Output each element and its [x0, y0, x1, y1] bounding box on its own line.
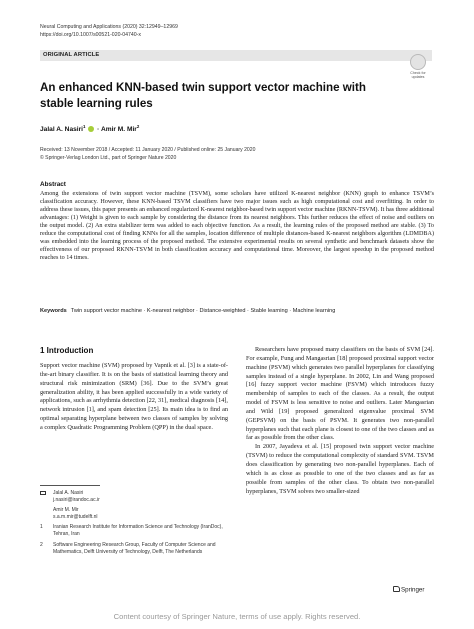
affiliation-1: [40, 524, 230, 538]
check-updates-icon: [410, 54, 426, 70]
intro-left-paragraph: Support vector machine (SVM) proposed by Vapnik et al. [3] is a state-of-the-art binary classifier. It is on the basis of statistical learning theory and structural risk minimization (SRM) [36]. Due to the SVM’s great generalization ability, it has been applied successfully in a wide variety of applications, such as arrhythmia detection [22, 31], medical diagnosis [14], network intrusion [1], and spam detection [25]. Its main idea is to find an optimal separating hyperplane between two classes of samples by solving a complex Quadratic Programming Problem (QPP) in the dual space.: [40, 362, 228, 431]
corresponding-author: [40, 490, 230, 504]
contact-email[interactable]: s.a.m.mir@tudelft.nl: [53, 514, 98, 521]
doi-link[interactable]: https://doi.org/10.1007/s00521-020-04740-x: [40, 32, 141, 38]
publication-dates: [40, 147, 255, 162]
affiliation-mark: 2: [136, 124, 140, 129]
keywords-label: Keywords: [40, 308, 67, 314]
journal-citation: Neural Computing and Applications (2020) 32:12949–12969: [40, 24, 178, 30]
contact-email[interactable]: j.nasiri@irandoc.ac.ir: [53, 497, 100, 504]
check-updates-label: Check for updates: [410, 71, 426, 79]
affiliation-number: 1: [40, 524, 43, 531]
author-name[interactable]: Amir M. Mir: [100, 126, 137, 134]
article-type-banner: ORIGINAL ARTICLE: [40, 50, 432, 61]
footnote-divider: [40, 485, 100, 486]
abstract-text: Among the extensions of twin support vector machine (TSVM), some scholars have utilized K-nearest neighbor (KNN) graph to enhance TSVM’s classification accuracy. However, these KNN-based TSVM classifiers have two major issues such as high computational cost and overfitting. In order to address these issues, this paper presents an enhanced regularized K-nearest neighbor-based twin support vector machine (RKNN-TSVM). It has three additional advantages: (1) Weight is given to each sample by considering the distance from its nearest neighbors. This further reduces the effect of noise and outliers on the output model. (2) An extra stabilizer term was added to each objective function. As a result, the learning rules of the proposed method are stable. (3) To reduce the computational cost of finding KNNs for all the samples, location difference of multiple distances-based K-nearest neighbors algorithm (LDMDBA) was embedded into the learning process of the proposed method. The extensive experimental results on several synthetic and benchmark datasets show the effectiveness of our proposed RKNN-TSVM in both classification accuracy and computational time. Moreover, the largest speedup in the proposed method reaches to 14 times.: [40, 191, 434, 262]
abstract-heading: Abstract: [40, 181, 66, 188]
paper-title: An enhanced KNN-based twin support vector machine with stable learning rules: [40, 81, 366, 110]
envelope-icon: [40, 491, 46, 495]
contact-name: Jalal A. Nasiri: [53, 490, 84, 496]
section-heading: 1 Introduction: [40, 346, 94, 355]
springer-horse-icon: [393, 586, 400, 592]
author-list: [40, 124, 139, 133]
author-name[interactable]: Jalal A. Nasiri: [40, 126, 84, 134]
dates-line: Received: 13 November 2018 / Accepted: 11 January 2020 / Published online: 25 January 2020: [40, 147, 256, 153]
footnotes: [40, 490, 230, 559]
copyright-line: © Springer-Verlag London Ltd., part of Springer Nature 2020: [40, 154, 177, 161]
courtesy-notice: Content courtesy of Springer Nature, terms of use apply. Rights reserved.: [113, 612, 361, 621]
affiliation-2: [40, 542, 230, 556]
affiliation-mark: 1: [83, 124, 86, 129]
intro-paragraph: In 2007, Jayadeva et al. [15] proposed twin support vector machine (TSVM) to reduce the computational complexity of standard SVM. TSVM does classification by generating two non-parallel hyperplanes. Each of which is as close as possible to one of the two classes and as far as possible from samples of the other class. To obtain two non-parallel hyperplanes, TSVM solves two smaller-sized: [246, 443, 434, 495]
affiliation-text: Software Engineering Research Group, Faculty of Computer Science and Mathematics, Delft University of Technology, Delft, The Netherlands: [53, 541, 216, 555]
author-separator: ·: [97, 126, 101, 134]
check-for-updates-badge[interactable]: [406, 54, 430, 78]
keywords-line: [40, 308, 434, 314]
publisher-logo: [393, 586, 424, 594]
contact-name: Amir M. Mir: [53, 507, 79, 514]
affiliation-number: 2: [40, 541, 43, 548]
keywords-list: Twin support vector machine · K-nearest neighbor · Distance-weighted · Stable learning · Machine learning: [70, 308, 336, 314]
intro-paragraph: Researchers have proposed many classifiers on the basis of SVM [24]. For example, Fung and Mangasrian [18] proposed proximal support vector machine (PSVM) which generates two parallel hyperplanes for classifying samples instead of a single hyperplane. In 2002, Lin and Wang proposed [16] fuzzy support vector machine (FSVM) which introduces fuzzy membership of samples to each of the classes. As a result, the output model of FSVM is less sensitive to noise and outliers. Later Mangasrian and Wild [19] proposed generalized eigenvalue proximal SVM (GEPSVM) on the basis of PSVM. It generates two non-parallel hyperplanes such that each plane is closest to one of the two classes and as far as possible from the other class.: [246, 346, 434, 442]
orcid-icon[interactable]: [88, 126, 94, 132]
publisher-name: Springer: [401, 586, 425, 594]
affiliation-text: Iranian Research Institute for Information Science and Technology (IranDoc), Tehran, Iran: [53, 524, 223, 538]
intro-right-column: [246, 346, 434, 496]
second-author-contact: [40, 507, 230, 521]
